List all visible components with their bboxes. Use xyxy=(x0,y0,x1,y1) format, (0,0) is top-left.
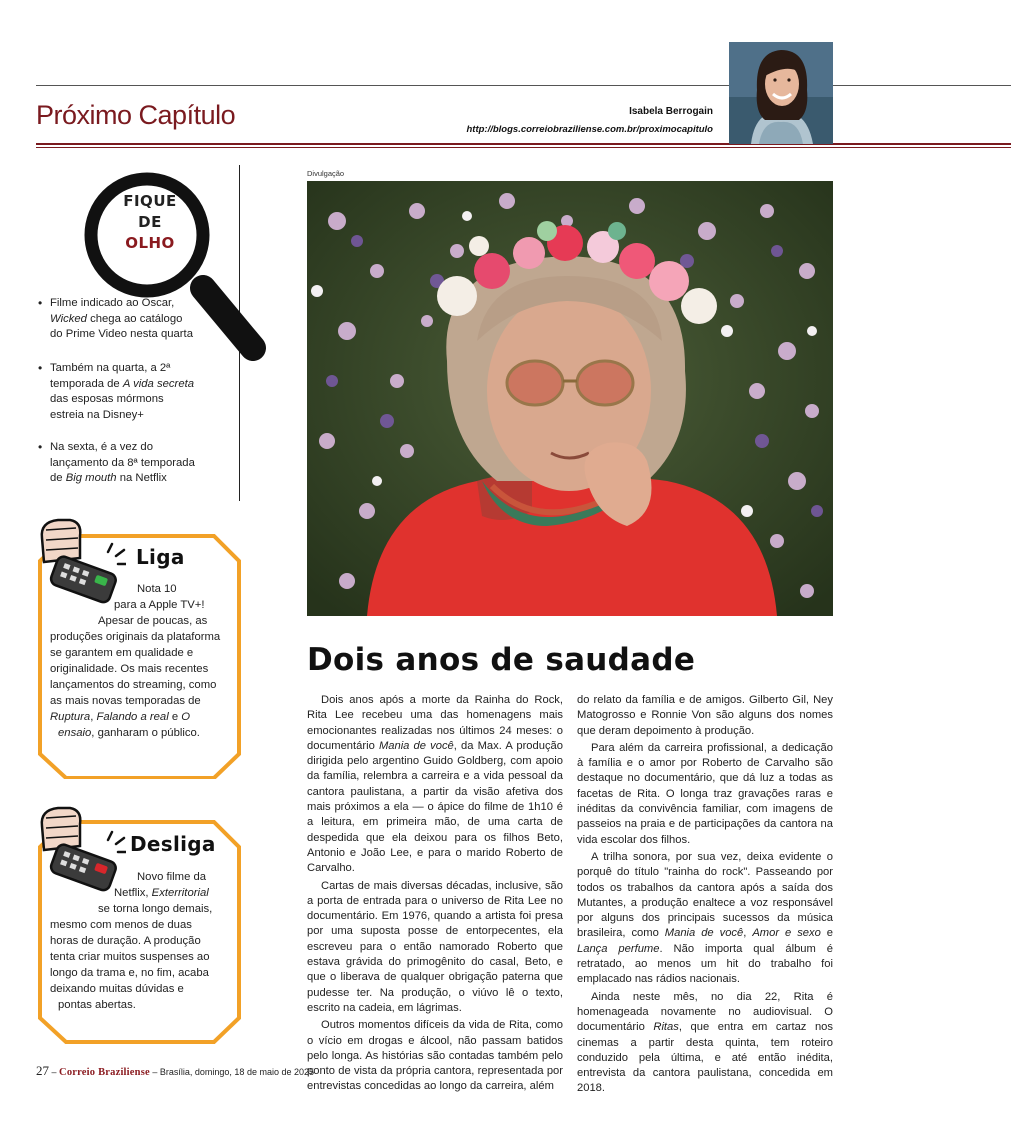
article-paragraph: Ainda neste mês, no dia 22, Rita é homenageada novamente no audiovisual. O documentário Ritas, que entra em cartaz nos cinemas a partir desta quinta, tem roteiro conduzido pela última, e até então inédita, entrevista da cantora paulistana, concedida em 2018. xyxy=(577,990,833,1095)
footer-separator: – xyxy=(152,1067,158,1077)
article-paragraph: Para além da carreira profissional, a dedicação à família e o amor por Roberto de Carvalho são destaque no documentário, que dá luz a todas as facetas de Rita. O longa traz gravações raras e inéditas da convivência familiar, com imagens de passeios na praia e de participações da cantora na vida escolar dos filhos. xyxy=(577,741,833,846)
liga-heading: Liga xyxy=(136,545,185,569)
header-bottom-rule xyxy=(36,143,1011,145)
section-title-part1: Próximo xyxy=(36,100,132,130)
fique-line: • Filme indicado ao Oscar, xyxy=(50,297,175,309)
liga-line: produções originais da plataforma xyxy=(50,631,221,643)
fique-line: das esposas mórmons xyxy=(50,393,164,405)
author-name: Isabela Berrogain xyxy=(629,106,713,117)
fique-word: FIQUE xyxy=(123,192,177,210)
footer-dateline: Brasília, domingo, 18 de maio de 2025 xyxy=(159,1067,314,1077)
article-column-2 xyxy=(577,693,833,1099)
desliga-box xyxy=(36,804,241,1044)
de-word: DE xyxy=(138,213,162,231)
liga-line: para a Apple TV+! xyxy=(114,599,205,611)
photo-credit: Divulgação xyxy=(307,169,345,178)
liga-line: ensaio, ganharam o público. xyxy=(58,727,200,739)
newspaper-brand: Correio Braziliense xyxy=(59,1067,150,1078)
article-paragraph: Cartas de mais diversas décadas, inclusive, são a porta de entrada para o universo de Rita Lee no documentário. Em 1976, quando a artista foi presa por uma suposta posse de entorpecentes, ela escreveu para o então namorado Roberto que estava grávida do primogênito do casal, Beto, e que o liberava de qualquer obrigação paterna que pudesse ter. Na produção, o viúvo lê o texto, escrito na cadeia, em lágrimas. xyxy=(307,879,563,1014)
liga-line: Ruptura, Falando a real e O xyxy=(50,711,191,723)
fique-line: Wicked chega ao catálogo xyxy=(50,312,183,325)
desliga-line: tenta criar muitos suspenses ao xyxy=(50,951,210,963)
article-paragraph: do relato da família e de amigos. Gilberto Gil, Ney Matogrosso e Ronnie Von são alguns dos nomes que deram depoimento à produção. xyxy=(577,694,833,737)
section-title xyxy=(36,100,235,131)
header-top-rule xyxy=(36,85,1011,86)
desliga-line: Novo filme da xyxy=(137,871,207,883)
author-url[interactable]: http://blogs.correiobraziliense.com.br/proximocapitulo xyxy=(466,124,713,135)
fique-item xyxy=(38,361,238,423)
fique-line: estreia na Disney+ xyxy=(50,408,144,421)
author-photo xyxy=(729,42,833,144)
liga-line: Apesar de poucas, as xyxy=(98,615,208,627)
fique-line: do Prime Video nesta quarta xyxy=(50,328,193,340)
desliga-heading: Desliga xyxy=(130,832,216,856)
liga-box xyxy=(36,516,241,779)
desliga-line: pontas abertas. xyxy=(58,999,136,1011)
header-bottom-rule-thin xyxy=(36,147,1011,148)
fique-item-1 xyxy=(38,296,238,343)
fique-line: • Também na quarta, a 2ª xyxy=(50,362,171,374)
fique-item-3 xyxy=(38,440,238,487)
olho-word: OLHO xyxy=(125,234,175,252)
footer-separator: – xyxy=(51,1067,57,1077)
desliga-line: se torna longo demais, xyxy=(98,903,213,915)
liga-line: lançamentos do streaming, como xyxy=(50,679,217,691)
article-paragraph: Outros momentos difíceis da vida de Rita, como o vício em drogas e álcool, não passam batidos pelo longa. As histórias são contadas também pelo ponto de vista da própria cantora, representada por entrevistas concedidas ao longo da carreira, além xyxy=(307,1019,563,1093)
fique-line: temporada de A vida secreta xyxy=(50,377,195,390)
liga-line: Nota 10 xyxy=(137,583,177,595)
article-column-1 xyxy=(307,693,563,1097)
desliga-line: mesmo com menos de duas xyxy=(50,919,192,931)
fique-item-2 xyxy=(38,361,238,423)
remote-hand-icon xyxy=(36,516,126,616)
liga-line: as mais novas temporadas de xyxy=(50,695,201,707)
desliga-line: horas de duração. A produção xyxy=(50,935,201,947)
remote-hand-icon xyxy=(36,804,126,904)
liga-line: originalidade. Os mais recentes xyxy=(50,663,209,675)
desliga-line: longo da trama e, no fim, acaba xyxy=(50,967,209,979)
article-headline: Dois anos de saudade xyxy=(307,642,696,678)
fique-line: • Na sexta, é a vez do xyxy=(50,441,153,453)
article-paragraph: A trilha sonora, por sua vez, deixa evidente o porquê do título "rainha do rock". Passeando por todos os trabalhos da cantora após a saída dos Mutantes, a produção enaltece a voz responsável por alguns dos principais sucessos da música brasileira, como Mania de você, Amor e sexo e Lança perfume. Não importa qual álbum é retratado, ao menos um hit do trabalho foi emplacado nas rádios nacionais. xyxy=(577,850,834,986)
main-photo xyxy=(307,181,833,616)
fique-line: lançamento da 8ª temporada xyxy=(50,456,195,469)
page-number: 27 xyxy=(36,1063,49,1078)
page-footer xyxy=(36,1063,314,1079)
desliga-line: deixando muitas dúvidas e xyxy=(50,983,184,995)
desliga-line: Netflix, Exterritorial xyxy=(114,887,209,899)
fique-line: de Big mouth na Netflix xyxy=(50,472,167,484)
fique-item xyxy=(38,296,238,343)
fique-item xyxy=(38,440,238,487)
section-title-part2: Capítulo xyxy=(138,100,236,130)
article-paragraph: Dois anos após a morte da Rainha do Rock, Rita Lee recebeu uma das homenagens mais emocionantes realizadas nos últimos 24 meses: o documentário Mania de você, da Max. A produção dirigida pelo argentino Guido Goldberg, com apoio da família, relembra a carreira e a vida pessoal da cantora paulistana, a partir da visão afetiva dos mais próximos a ela — o ápice do filme de 1h10 é a leitura, em primeira mão, de uma carta de despedida que ela deixou para os filhos Beto, Antonio e João Lee, e para o marido Roberto de Carvalho. xyxy=(307,694,563,875)
liga-line: se garantem em qualidade e xyxy=(50,647,194,659)
